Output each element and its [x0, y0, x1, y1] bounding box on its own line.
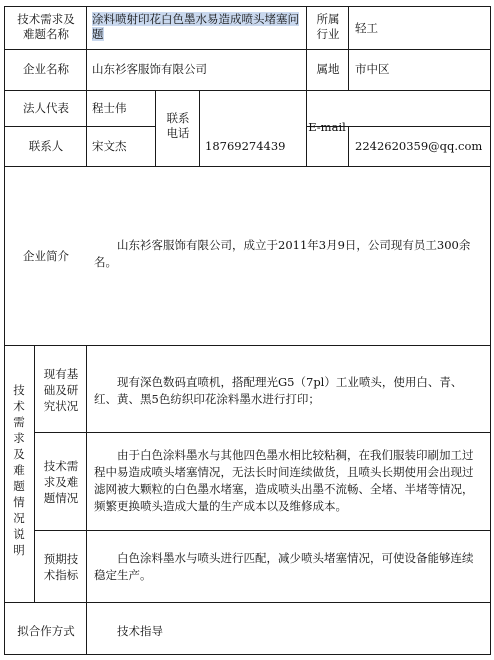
- rule: [490, 6, 491, 655]
- company-intro-text: 山东衫客服饰有限公司，成立于2011年3月9日，公司现有员工300余名。: [94, 238, 471, 269]
- rule: [4, 6, 491, 7]
- label-industry: 所属 行业: [316, 12, 340, 41]
- label-company-intro: 企业简介: [23, 249, 69, 263]
- rule: [306, 6, 307, 166]
- label-company-name: 企业名称: [23, 62, 69, 76]
- label-contact-person: 联系人: [28, 139, 64, 153]
- rule: [34, 432, 491, 433]
- rule: [4, 654, 491, 655]
- label-existing-basis: 现有基 础及研 究状况: [43, 367, 79, 413]
- expected-text: 白色涂料墨水与喷头进行匹配，减少喷头堵塞情况，可使设备能够连续稳定生产。: [94, 551, 474, 582]
- value-industry: 轻工: [355, 21, 378, 35]
- rule: [155, 90, 156, 166]
- rule: [199, 90, 200, 166]
- rule: [4, 345, 491, 346]
- rule: [348, 6, 349, 91]
- rule: [4, 49, 491, 50]
- label-tech-need-explanation: 技 术 需 求 及 难 题 情 况 说 明: [13, 383, 25, 557]
- rule: [4, 90, 491, 91]
- value-location: 市中区: [355, 62, 390, 76]
- rule: [4, 6, 5, 655]
- label-tech-need: 技术需求及 难题名称: [17, 12, 75, 41]
- value-tech-need-title: 涂料喷射印花白色墨水易造成喷头堵塞问题: [92, 12, 299, 41]
- value-company-name: 山东衫客服饰有限公司: [92, 62, 207, 76]
- label-difficulty: 技术需 求及难 题情况: [43, 459, 79, 505]
- difficulty-text: 由于白色涂料墨水与其他四色墨水相比较粘稠，在我们服装印刷加工过程中易造成喷头堵塞情况，无法长时间连续做货，且喷头长期使用会出现过滤网被大颗粒的白色墨水堵塞，造成喷头出墨不流畅、全堵、半堵等情况，频繁更换喷头造成大量的生产成本以及维修成本。: [94, 448, 474, 513]
- label-contact-phone: 联系 电话: [166, 111, 190, 140]
- rule: [348, 126, 349, 166]
- value-legal-rep: 程士伟: [92, 101, 127, 115]
- value-contact-person: 宋文杰: [92, 139, 127, 153]
- rule: [4, 602, 491, 603]
- existing-basis-text: 现有深色数码直喷机，搭配理光G5（7pl）工业喷头，使用白、青、红、黄、黑5色纺织印花涂料墨水进行打印；: [94, 375, 463, 406]
- rule: [4, 166, 491, 167]
- label-cooperation: 拟合作方式: [17, 624, 75, 638]
- label-email: E-mail: [308, 120, 346, 134]
- rule: [86, 602, 87, 655]
- rule: [4, 126, 155, 127]
- label-legal-rep: 法人代表: [23, 101, 69, 115]
- rule: [34, 345, 35, 602]
- label-location: 属地: [316, 62, 340, 76]
- value-email: 2242620359@qq.com: [355, 139, 483, 153]
- value-phone: 18769274439: [205, 139, 286, 153]
- rule: [86, 345, 87, 602]
- rule: [34, 530, 491, 531]
- label-expected-index: 预期技 术指标: [43, 552, 79, 582]
- value-cooperation: 技术指导: [117, 624, 163, 638]
- rule: [86, 6, 87, 166]
